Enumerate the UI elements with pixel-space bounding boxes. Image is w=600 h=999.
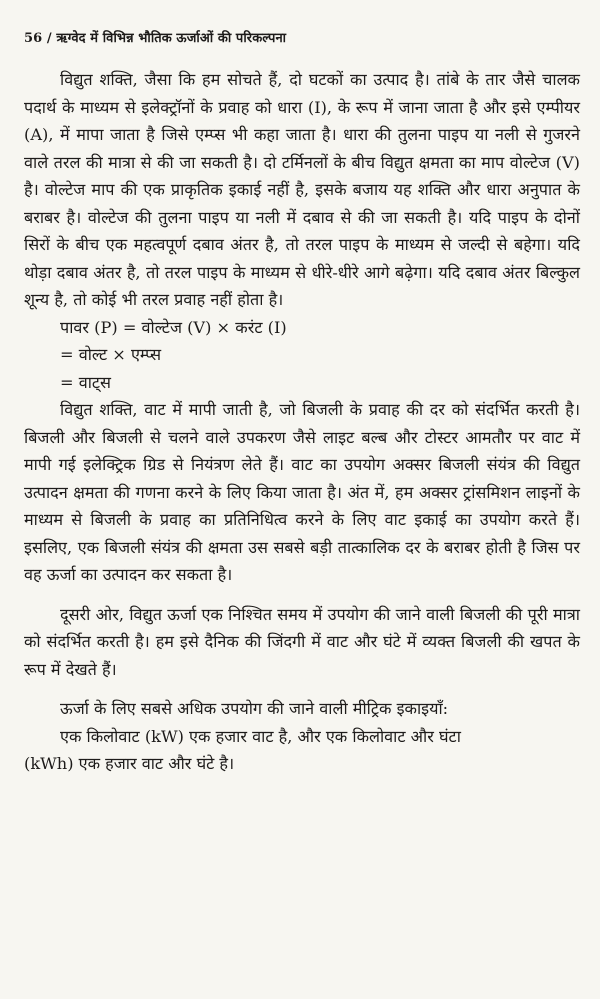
formula-power-line: पावर (P) = वोल्टेज (V) × करंट (I) (60, 317, 287, 337)
paragraph-electric-power-components: विद्युत शक्ति, जैसा कि हम सोचते हैं, दो घटकों का उत्पाद है। तांबे के तार जैसे चालक पदार्थ के माध्यम से इलेक्ट्रॉनों के प्रवाह को धारा (I), के रूप में जाना जाता है और इसे एम्पीयर (A), में मापा जाता है जिसे एम्प्स भी कहा जाता है। धारा की तुलना पाइप या नली से गुजरने वाले तरल की मात्रा से की जा सकती है। दो टर्मिनलों के बीच विद्युत क्षमता का माप वोल्टेज (V) है। वोल्टेज माप की एक प्राकृतिक इकाई नहीं है, इसके बजाय यह शक्ति और धारा अनुपात के बराबर है। वोल्टेज की तुलना पाइप या नली में दबाव से की जा सकती है। यदि पाइप के दोनों सिरों के बीच एक महत्वपूर्ण दबाव अंतर है, तो तरल पाइप के माध्यम से जल्दी से बहेगा। यदि थोड़ा दबाव अंतर है, तो तरल पाइप के माध्यम से धीरे-धीरे आगे बढ़ेगा। यदि दबाव अंतर बिल्कुल शून्य है, तो कोई भी तरल प्रवाह नहीं होता है। (24, 70, 580, 309)
metric-units-kilowatt-hour: (kWh) एक हजार वाट और घंटे है। (24, 754, 235, 773)
paragraph-electric-energy: दूसरी ओर, विद्युत ऊर्जा एक निश्चित समय में उपयोग की जाने वाली बिजली की पूरी मात्रा को संदर्भित करती है। हम इसे दैनिक की जिंदगी में वाट और घंटे में व्यक्त बिजली की खपत के रूप में देखते हैं। (24, 604, 580, 679)
paragraph-metric-units (24, 695, 580, 778)
metric-units-kilowatt: एक किलोवाट (kW) एक हजार वाट है, और एक किलोवाट और घंटा (60, 726, 461, 746)
formula-watts-line: = वाट्स (60, 372, 112, 392)
running-head: 56 / ऋग्वेद में विभिन्न भौतिक ऊर्जाओं की परिकल्पना (24, 31, 287, 46)
formula-volt-amps-line: = वोल्ट × एम्प्स (60, 345, 162, 364)
metric-units-intro: ऊर्जा के लिए सबसे अधिक उपयोग की जाने वाली मीट्रिक इकाइयाँ: (60, 699, 449, 718)
paragraph-watt-measurement: विद्युत शक्ति, वाट में मापी जाती है, जो बिजली के प्रवाह की दर को संदर्भित करती है। बिजली और बिजली से चलने वाले उपकरण जैसे लाइट बल्ब और टोस्टर आमतौर पर वाट में मापी गई इलेक्ट्रिक ग्रिड से नियंत्रण लेते हैं। वाट का उपयोग अक्सर बिजली संयंत्र की विद्युत उत्पादन क्षमता की गणना करने के लिए किया जाता है। अंत में, हम अक्सर ट्रांसमिशन लाइनों के माध्यम से बिजली के प्रवाह का प्रतिनिधित्व करने के लिए वाट इकाई का उपयोग करते हैं। इसलिए, एक बिजली संयंत्र की क्षमता उस सबसे बड़ी तात्कालिक दर के बराबर होती है जिस पर वह ऊर्जा का उत्पादन कर सकता है। (24, 400, 580, 584)
